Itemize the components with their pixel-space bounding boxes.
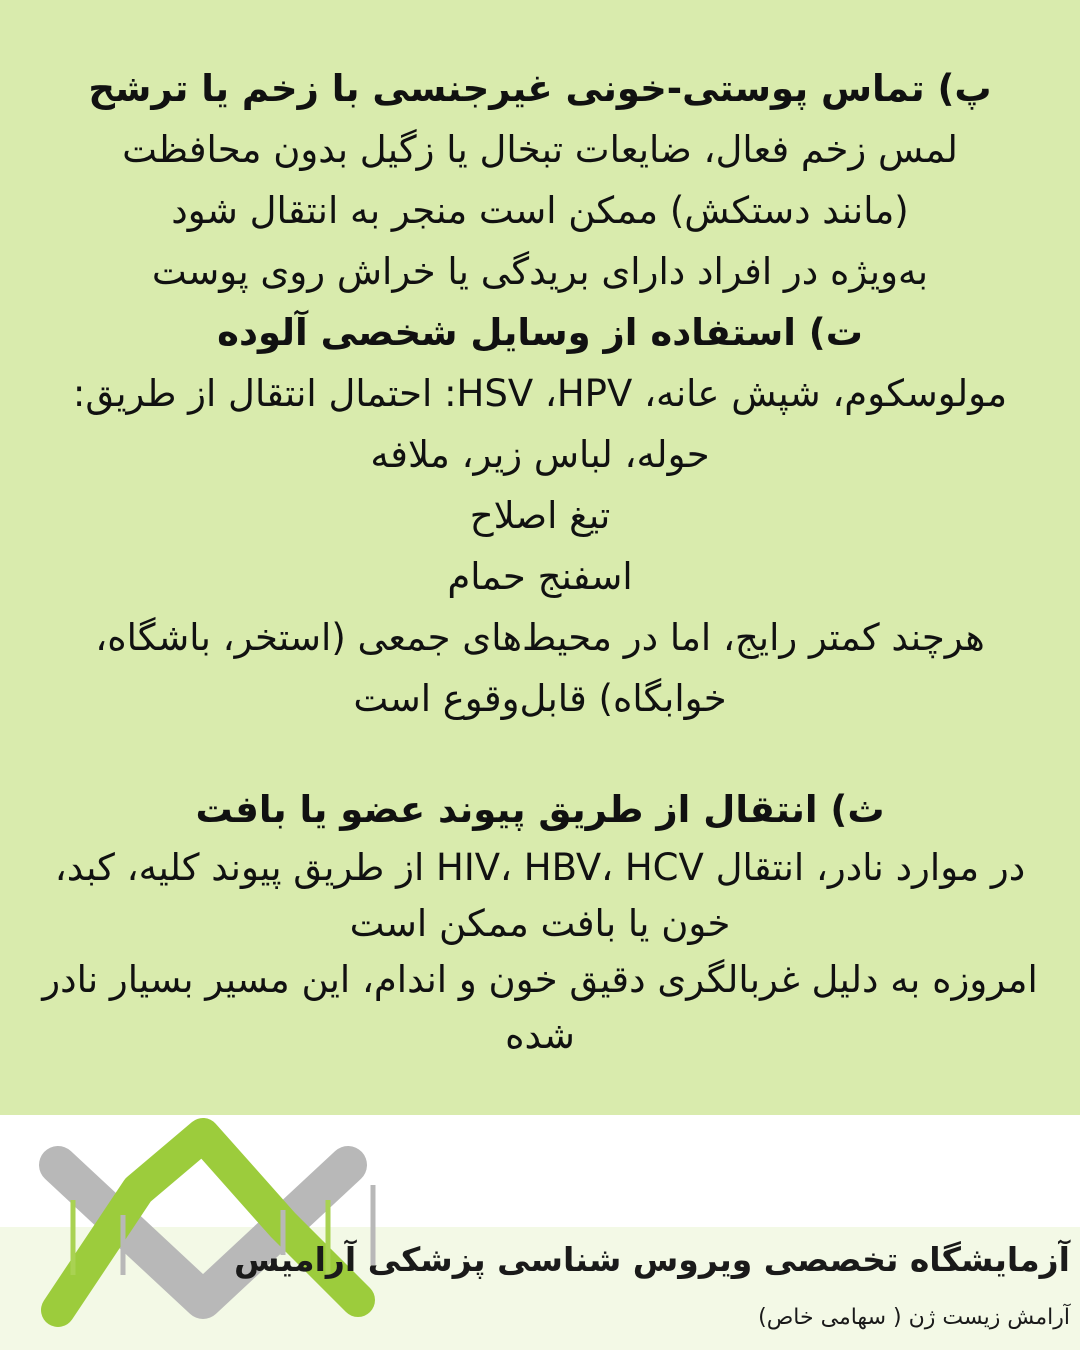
brand-subtitle: آرامش زیست ژن ( سهامی خاص) [758,1305,1070,1330]
section-spacer [0,729,1080,779]
section-t-text-3: خوابگاه) قابل‌وقوع است [353,677,727,720]
section-p-heading: پ) تماس پوستی-خونی غیرجنسی با زخم یا ترشح [88,67,992,110]
section-t-text-2: هرچند کمتر رایج، اما در محیط‌های جمعی (استخر، باشگاه، [95,616,985,659]
section-p-text-2: (مانند دستکش) ممکن است منجر به انتقال شود [171,189,909,232]
section-th-text-3: امروزه به دلیل غربالگری دقیق خون و اندام، این مسیر بسیار نادر [42,958,1038,1001]
section-th-text-4: شده [505,1014,575,1057]
section-th-text-2: خون یا بافت ممکن است [349,902,731,945]
section-t-text-1: مولوسکوم، شپش عانه، HSV ،HPV: احتمال انتقال از طریق: [72,372,1008,415]
section-t-heading: ت) استفاده از وسایل شخصی آلوده [217,311,863,354]
section-th-heading: ث) انتقال از طریق پیوند عضو یا بافت [195,788,885,831]
section-t-item-towel: حوله، لباس زیر، ملافه [370,433,710,476]
section-t-item-razor: تیغ اصلاح [469,494,611,537]
section-t-item-sponge: اسفنج حمام [447,555,633,598]
main-content [0,58,1080,1064]
section-th-text-1: در موارد نادر، انتقال HIV، HBV، HCV از طریق پیوند کلیه، کبد، [54,846,1026,889]
section-p-text-1: لمس زخم فعال، ضایعات تبخال یا زگیل بدون محافظت [122,128,958,171]
brand-title: آزمایشگاه تخصصی ویروس شناسی پزشکی آرامیس [234,1240,1070,1279]
section-p-text-3: به‌ویژه در افراد دارای بریدگی یا خراش روی پوست [151,250,929,293]
aramis-lab-logo-icon [28,1115,428,1345]
footer [0,1115,1080,1350]
